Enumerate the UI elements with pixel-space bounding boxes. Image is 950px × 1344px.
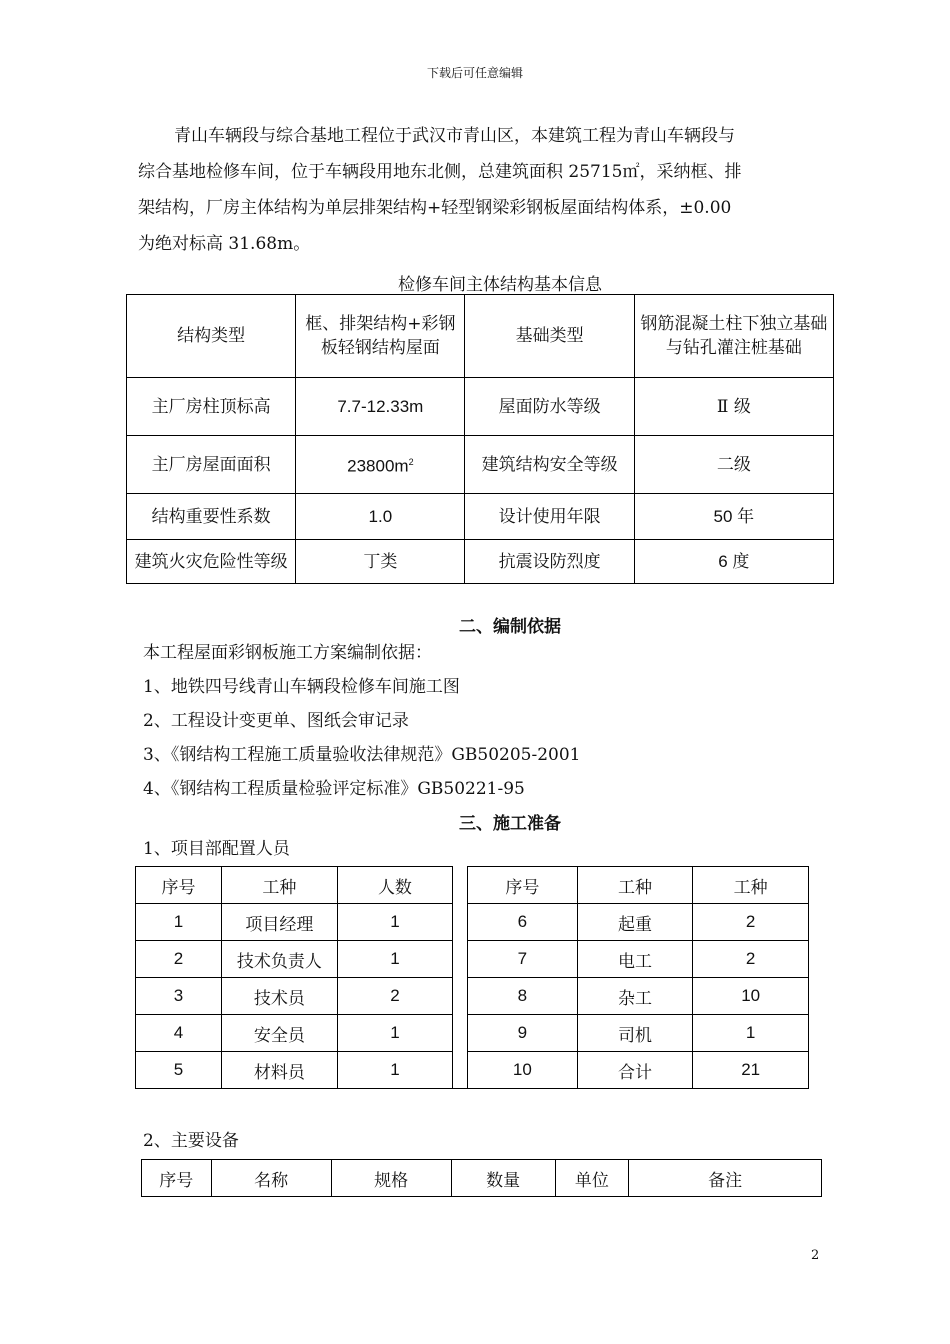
intro-line: 青山车辆段与综合基地工程位于武汉市青山区，本建筑工程为青山车辆段与 [174, 126, 735, 146]
intro-paragraph [138, 118, 822, 262]
basis-line: 2、工程设计变更单、图纸会审记录 [143, 711, 409, 731]
table-cell: 21 [693, 1052, 809, 1089]
table-cell: 7.7-12.33m [296, 378, 465, 436]
table-header: 备注 [629, 1160, 822, 1197]
table-row [136, 904, 809, 941]
table-cell: 1 [693, 1015, 809, 1052]
table-cell: 6 [468, 904, 578, 941]
table-cell: 2 [337, 978, 453, 1015]
basis-line: 4、《钢结构工程质量检验评定标准》GB50221-95 [143, 779, 525, 799]
table-cell: 1 [337, 1052, 453, 1089]
table-cell: 8 [468, 978, 578, 1015]
table-cell: 10 [693, 978, 809, 1015]
table-header: 数量 [451, 1160, 555, 1197]
table-cell: 9 [468, 1015, 578, 1052]
intro-line: 架结构，厂房主体结构为单层排架结构+轻型钢梁彩钢板屋面结构体系，±0.00 [138, 198, 732, 218]
table-cell: 结构重要性系数 [127, 494, 296, 540]
table-cell: 项目经理 [222, 904, 338, 941]
table-cell: 钢筋混凝土柱下独立基础与钻孔灌注桩基础 [634, 295, 833, 378]
table-cell: 基础类型 [465, 295, 634, 378]
table-cell: 50 年 [634, 494, 833, 540]
intro-line: 综合基地检修车间，位于车辆段用地东北侧，总建筑面积 25715㎡，采纳框、排 [138, 162, 742, 182]
table-cell: 起重 [577, 904, 693, 941]
table-cell: Ⅱ 级 [634, 378, 833, 436]
page-header: 下载后可任意编辑 [426, 66, 523, 80]
table-cell: 5 [136, 1052, 222, 1089]
table-cell: 技术员 [222, 978, 338, 1015]
table-row [127, 295, 834, 378]
table-cell: 7 [468, 941, 578, 978]
table-header: 序号 [142, 1160, 212, 1197]
table-header: 名称 [211, 1160, 331, 1197]
table-cell: 安全员 [222, 1015, 338, 1052]
table-cell: 框、排架结构+彩钢板轻钢结构屋面 [296, 295, 465, 378]
table-cell: 材料员 [222, 1052, 338, 1089]
table-cell: 2 [693, 941, 809, 978]
basis-line: 1、地铁四号线青山车辆段检修车间施工图 [143, 677, 460, 697]
basis-line: 3、《钢结构工程施工质量验收法律规范》GB50205-2001 [143, 745, 581, 765]
table-header: 人数 [337, 867, 453, 904]
table-row [136, 941, 809, 978]
table-gap [453, 978, 468, 1015]
table-row [136, 1052, 809, 1089]
table-cell: 10 [468, 1052, 578, 1089]
table-cell: 4 [136, 1015, 222, 1052]
section-heading: 三、施工准备 [459, 814, 561, 834]
table-cell: 建筑结构安全等级 [465, 436, 634, 494]
page-number: 2 [811, 1248, 820, 1263]
table-row [136, 1015, 809, 1052]
subsection-label: 1、项目部配置人员 [143, 839, 290, 859]
table-cell: 2 [693, 904, 809, 941]
table-cell: 电工 [577, 941, 693, 978]
table-cell [296, 436, 465, 494]
table-cell: 合计 [577, 1052, 693, 1089]
table-cell: 技术负责人 [222, 941, 338, 978]
table-gap [453, 1015, 468, 1052]
table-row [127, 436, 834, 494]
table-cell: 丁类 [296, 540, 465, 584]
table-row [127, 378, 834, 436]
table-cell: 主厂房柱顶标高 [127, 378, 296, 436]
table-header: 单位 [555, 1160, 629, 1197]
table-cell: 3 [136, 978, 222, 1015]
table-cell: 结构类型 [127, 295, 296, 378]
table-cell: 杂工 [577, 978, 693, 1015]
table-header: 规格 [331, 1160, 451, 1197]
table-gap [453, 867, 468, 904]
table-gap [453, 941, 468, 978]
table-header: 工种 [222, 867, 338, 904]
table-header: 序号 [468, 867, 578, 904]
table-cell: 1.0 [296, 494, 465, 540]
table-header: 工种 [577, 867, 693, 904]
table-cell: 1 [337, 941, 453, 978]
table-gap [453, 1052, 468, 1089]
table-row [127, 494, 834, 540]
table-cell: 2 [136, 941, 222, 978]
table-header-row [136, 867, 809, 904]
table-cell: 司机 [577, 1015, 693, 1052]
area-value: 23800m [347, 456, 409, 476]
table-gap [453, 904, 468, 941]
intro-line: 为绝对标高 31.68m。 [138, 234, 311, 254]
table-caption: 检修车间主体结构基本信息 [398, 275, 602, 295]
structure-info-table [126, 294, 834, 584]
table-row [127, 540, 834, 584]
equipment-table [141, 1159, 822, 1197]
table-cell: 主厂房屋面面积 [127, 436, 296, 494]
table-cell: 6 度 [634, 540, 833, 584]
table-cell: 建筑火灾危险性等级 [127, 540, 296, 584]
table-header-row [142, 1160, 822, 1197]
section-heading: 二、编制依据 [459, 617, 561, 637]
table-cell: 1 [337, 904, 453, 941]
table-cell: 设计使用年限 [465, 494, 634, 540]
basis-line: 本工程屋面彩钢板施工方案编制依据： [143, 643, 432, 663]
table-cell: 1 [136, 904, 222, 941]
table-cell: 抗震设防烈度 [465, 540, 634, 584]
area-superscript: 2 [408, 457, 414, 468]
table-cell: 屋面防水等级 [465, 378, 634, 436]
table-cell: 1 [337, 1015, 453, 1052]
subsection-label: 2、主要设备 [143, 1131, 239, 1151]
table-cell: 二级 [634, 436, 833, 494]
staff-table [135, 866, 809, 1089]
table-header: 序号 [136, 867, 222, 904]
table-row [136, 978, 809, 1015]
table-header: 工种 [693, 867, 809, 904]
